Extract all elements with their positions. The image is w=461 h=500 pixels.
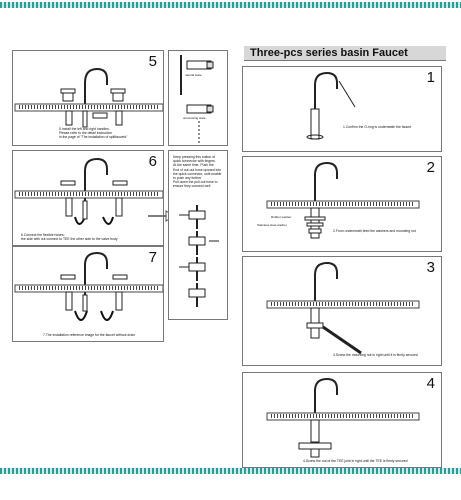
step-3-panel bbox=[242, 256, 442, 366]
step-1-number: 1 bbox=[426, 69, 435, 86]
left-instruction-sheet bbox=[8, 10, 234, 466]
unscrewing-state-label: unscrewing state bbox=[183, 116, 206, 120]
step-5-panel bbox=[12, 50, 164, 146]
decorative-top-border bbox=[0, 2, 461, 8]
decorative-bottom-border bbox=[0, 468, 461, 474]
natural-state-label: natural state bbox=[185, 73, 202, 77]
step-6-caption: 6.Connect the flexible hoses: the side with nut connect to TEE the other side to the valve body bbox=[21, 233, 118, 242]
connector-steps-diagram bbox=[169, 151, 228, 320]
step-4-caption: 4.Screw the nut of the TEE joint in right until the TEE is firmly secured bbox=[303, 459, 408, 463]
step-3-caption: 3.Screw the mounting nut in right until it is firmly secured bbox=[333, 353, 418, 357]
rubber-washer-label: Rubber washer bbox=[271, 215, 292, 219]
step-4-number: 4 bbox=[426, 375, 435, 392]
washers-illustration bbox=[243, 157, 442, 252]
step-7-number: 7 bbox=[148, 249, 157, 266]
step-2-number: 2 bbox=[426, 159, 435, 176]
page-title: Three-pcs series basin Faucet bbox=[250, 47, 408, 59]
oring-illustration bbox=[243, 67, 442, 152]
connector-instructions: Keep pressing this button of quick connector with fingers. At the same time, Push the End of out-out hose upward into the quick connector, until unable to push any further. Pull down the pull-out hose to ensure they connect well bbox=[173, 155, 222, 189]
title-bar bbox=[244, 46, 446, 61]
step-2-panel bbox=[242, 156, 442, 252]
step-4-panel bbox=[242, 372, 442, 468]
connector-state-panel bbox=[168, 50, 228, 146]
step-7-panel bbox=[12, 246, 164, 342]
stainless-washer-label: Stainless steel washer bbox=[257, 223, 287, 227]
installation-reference-illustration bbox=[13, 247, 164, 342]
step-7-caption: 7.The installation reference image for the faucet without drain bbox=[43, 333, 135, 337]
right-instruction-sheet bbox=[238, 10, 454, 466]
step-1-caption: 1.Confirm the O-ring is underneath the faucet bbox=[343, 125, 412, 129]
step-5-caption: 5.Install the left and right handles. Please refer to the detail instruction in the page of "The installation of splitfaucets" bbox=[59, 127, 128, 140]
mounting-nut-illustration bbox=[243, 257, 442, 366]
step-5-number: 5 bbox=[148, 53, 157, 70]
step-2-caption: 2.From underneath,feed the washers and mounting nut bbox=[333, 229, 416, 233]
step-3-number: 3 bbox=[426, 259, 435, 276]
connector-steps-panel bbox=[168, 150, 228, 320]
step-6-number: 6 bbox=[148, 153, 157, 170]
step-1-panel bbox=[242, 66, 442, 152]
flexible-hoses-illustration bbox=[13, 151, 164, 246]
quick-connector-diagram bbox=[169, 51, 228, 146]
tee-joint-illustration bbox=[243, 373, 442, 468]
step-6-panel bbox=[12, 150, 164, 246]
